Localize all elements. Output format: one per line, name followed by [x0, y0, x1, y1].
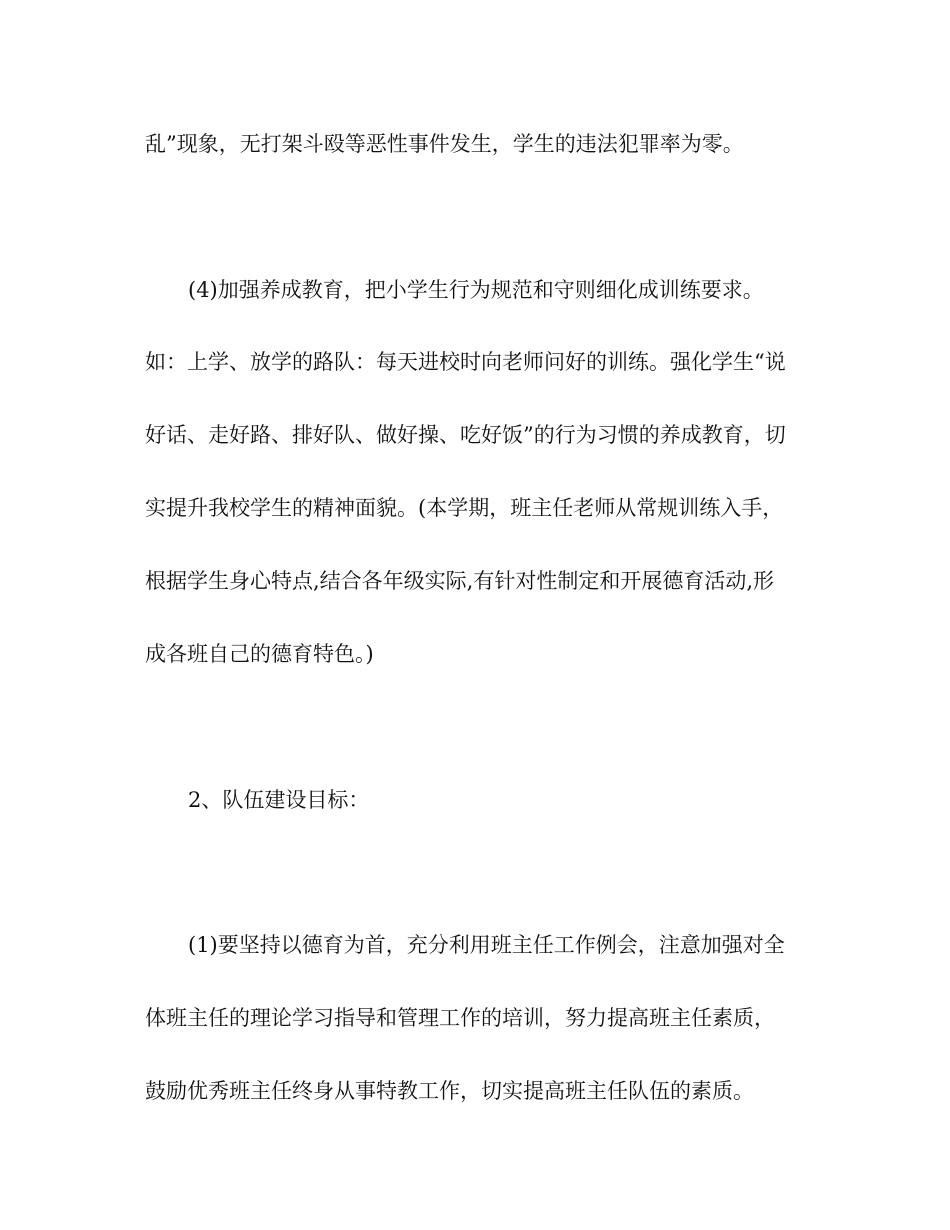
text-line: 根据学生身心特点,结合各年级实际,有针对性制定和开展德育活动,形	[145, 569, 775, 593]
text-line: 实提升我校学生的精神面貌。(本学期，班主任老师从常规训练入手，	[145, 496, 784, 520]
text-line: 好话、走好路、排好队、做好操、吃好饭”的行为习惯的养成教育，切	[145, 423, 786, 447]
text-line: 乱”现象，无打架斗殴等恶性事件发生，学生的违法犯罪率为零。	[145, 132, 744, 156]
text-line: 体班主任的理论学习指导和管理工作的培训，努力提高班主任素质，	[145, 1006, 775, 1030]
text-line: (1)要坚持以德育为首，充分利用班主任工作例会，注意加强对全	[188, 933, 785, 957]
text-line: 鼓励优秀班主任终身从事特教工作，切实提高班主任队伍的素质。	[145, 1079, 754, 1103]
section-heading: 2、队伍建设目标：	[188, 788, 370, 812]
text-line: 如：上学、放学的路队：每天进校时向老师问好的训练。强化学生“说	[145, 350, 786, 374]
text-line: 成各班自己的德育特色。)	[145, 642, 374, 666]
text-line: (4)加强养成教育，把小学生行为规范和守则细化成训练要求。	[188, 278, 764, 302]
